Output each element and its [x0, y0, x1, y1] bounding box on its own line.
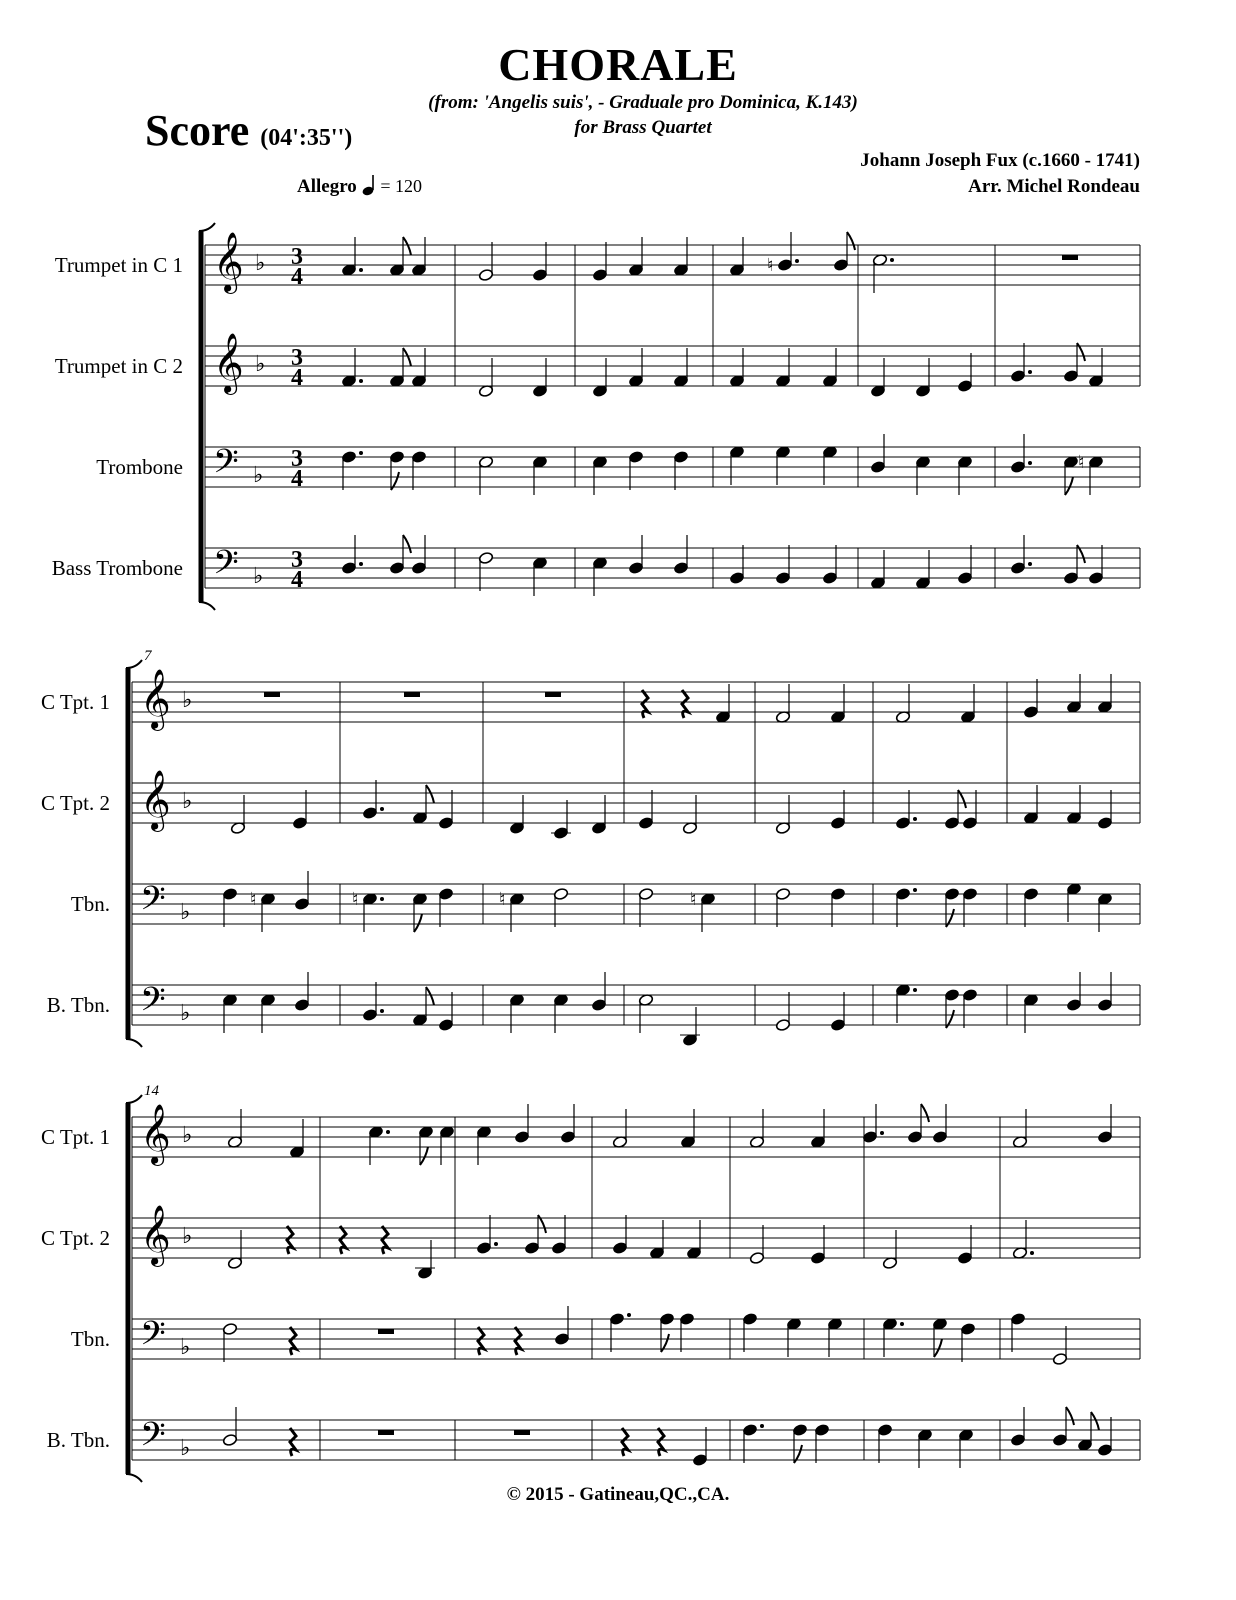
augmentation-dot	[380, 897, 384, 901]
augmentation-dot	[1028, 562, 1032, 566]
notehead	[1097, 998, 1112, 1011]
notehead	[612, 1241, 627, 1254]
notehead	[222, 1433, 237, 1446]
bass-clef-icon: 𝄢	[140, 981, 166, 1027]
staff-2	[41, 1205, 1140, 1280]
notehead	[1052, 1433, 1067, 1446]
bracket-top	[199, 223, 215, 231]
staff-2	[55, 333, 1140, 398]
quarter-rest-icon	[290, 1428, 296, 1456]
bracket-top	[126, 1095, 142, 1103]
eighth-flag	[426, 987, 434, 1005]
notehead	[830, 816, 845, 829]
time-signature-top: 3	[291, 345, 303, 371]
notehead	[638, 887, 653, 900]
flat-icon: ♭	[182, 1123, 193, 1148]
treble-clef-icon: 𝄞	[140, 669, 171, 729]
notehead	[560, 1130, 575, 1143]
flat-icon: ♭	[180, 1001, 191, 1026]
notehead	[222, 1322, 237, 1335]
augmentation-dot	[913, 817, 917, 821]
flat-icon: ♭	[255, 251, 266, 276]
natural-icon: ♮	[690, 889, 697, 910]
time-signature-bottom: 4	[291, 365, 303, 391]
notehead	[609, 1312, 624, 1325]
augmentation-dot	[627, 1313, 631, 1317]
whole-rest-icon	[378, 1430, 394, 1435]
flat-icon: ♭	[180, 1335, 191, 1360]
whole-rest-icon	[378, 1329, 394, 1334]
whole-rest-icon	[404, 692, 420, 697]
treble-clef-icon: 𝄞	[140, 1104, 171, 1164]
treble-clef-icon: 𝄞	[140, 1205, 171, 1265]
notehead	[411, 561, 426, 574]
augmentation-dot	[359, 451, 363, 455]
instrument-name: Bass Trombone	[51, 556, 183, 580]
natural-icon: ♮	[352, 889, 359, 910]
system-3	[41, 1083, 1140, 1482]
notehead	[1010, 1433, 1025, 1446]
flat-icon: ♭	[182, 1224, 193, 1249]
flat-icon: ♭	[180, 900, 191, 925]
notehead	[895, 887, 910, 900]
bass-clef-icon: 𝄢	[140, 1416, 166, 1462]
augmentation-dot	[359, 268, 363, 272]
score-label-text: Score	[145, 106, 250, 155]
quarter-rest-icon	[478, 1327, 484, 1355]
bass-clef-icon: 𝄢	[140, 1315, 166, 1361]
notehead	[411, 450, 426, 463]
score-title: CHORALE	[498, 39, 738, 90]
time-signature-top: 3	[291, 446, 303, 472]
instrument-name: B. Tbn.	[46, 993, 110, 1017]
bass-clef-icon: 𝄢	[140, 880, 166, 926]
system-2	[41, 648, 1140, 1047]
arranger: Arr. Michel Rondeau	[968, 176, 1140, 197]
notehead	[1010, 1312, 1025, 1325]
notehead	[833, 258, 848, 271]
notehead	[830, 887, 845, 900]
time-signature-top: 3	[291, 547, 303, 573]
augmentation-dot	[795, 259, 799, 263]
augmentation-dot	[1028, 370, 1032, 374]
notehead	[628, 450, 643, 463]
copyright: © 2015 - Gatineau,QC.,CA.	[506, 1484, 730, 1505]
notehead	[1010, 369, 1025, 382]
notehead	[478, 268, 493, 281]
notehead	[638, 816, 653, 829]
notehead	[877, 1423, 892, 1436]
notehead	[775, 1018, 790, 1031]
notehead	[957, 1251, 972, 1264]
augmentation-dot	[880, 1131, 884, 1135]
quarter-rest-icon	[658, 1428, 664, 1456]
notehead	[362, 1008, 377, 1021]
natural-icon: ♮	[767, 255, 774, 276]
augmentation-dot	[494, 1242, 498, 1246]
instrument-name: C Tpt. 1	[40, 690, 110, 714]
quarter-rest-icon	[622, 1428, 628, 1456]
staff-1	[41, 1104, 1140, 1166]
notehead	[514, 1130, 529, 1143]
eighth-flag	[847, 232, 855, 250]
notehead	[389, 561, 404, 574]
staff-1	[55, 232, 1140, 294]
notehead	[870, 460, 885, 473]
notehead	[659, 1312, 674, 1325]
score-subtitle-ensemble: for Brass Quartet	[574, 117, 712, 138]
notehead	[895, 816, 910, 829]
natural-icon: ♮	[499, 889, 506, 910]
staff-4	[47, 972, 1140, 1047]
staff-1	[41, 669, 1140, 731]
measure-number: 7	[144, 648, 152, 664]
composer: Johann Joseph Fux (c.1660 - 1741)	[860, 150, 1140, 171]
instrument-name: Trombone	[96, 455, 183, 479]
quarter-rest-icon	[340, 1226, 346, 1254]
notehead	[960, 1322, 975, 1335]
tempo-text: Allegro	[297, 176, 357, 197]
eighth-flag	[414, 914, 422, 932]
instrument-name: B. Tbn.	[46, 1428, 110, 1452]
notehead	[554, 1332, 569, 1345]
flat-icon: ♭	[180, 1436, 191, 1461]
eighth-flag	[1065, 477, 1073, 495]
instrument-name: C Tpt. 1	[40, 1125, 110, 1149]
notehead	[341, 450, 356, 463]
eighth-flag	[934, 1339, 942, 1357]
notehead	[777, 258, 792, 271]
notehead	[628, 561, 643, 574]
notehead	[1097, 816, 1112, 829]
augmentation-dot	[913, 888, 917, 892]
notehead	[1097, 1130, 1112, 1143]
bass-clef-icon: 𝄢	[213, 443, 239, 489]
notehead	[341, 561, 356, 574]
notehead	[944, 816, 959, 829]
augmentation-dot	[760, 1424, 764, 1428]
treble-clef-icon: 𝄞	[140, 770, 171, 830]
notehead	[742, 1312, 757, 1325]
staff-3	[71, 1306, 1140, 1366]
notehead	[692, 1453, 707, 1466]
system-1	[52, 223, 1140, 610]
bracket-bottom	[199, 602, 215, 610]
natural-icon: ♮	[250, 889, 257, 910]
staff-3	[71, 871, 1140, 932]
notehead	[775, 571, 790, 584]
notehead	[1063, 571, 1078, 584]
notehead	[478, 551, 493, 564]
notehead	[944, 988, 959, 1001]
augmentation-dot	[900, 1322, 904, 1326]
notehead	[1097, 1443, 1112, 1456]
quarter-rest-icon	[287, 1226, 293, 1254]
notehead	[1066, 998, 1081, 1011]
notehead	[553, 887, 568, 900]
notehead	[962, 887, 977, 900]
notehead	[749, 1251, 764, 1264]
augmentation-dot	[913, 988, 917, 992]
flat-icon: ♭	[253, 564, 264, 589]
augmentation-dot	[380, 807, 384, 811]
notehead	[438, 1018, 453, 1031]
treble-clef-icon: 𝄞	[213, 232, 244, 292]
staff-3	[96, 434, 1140, 495]
notehead	[294, 897, 309, 910]
whole-rest-icon	[1062, 255, 1078, 260]
notehead	[944, 887, 959, 900]
duration: (04':35'')	[260, 125, 353, 151]
notehead	[1052, 1352, 1067, 1365]
notehead	[1023, 705, 1038, 718]
eighth-flag	[1066, 1407, 1074, 1425]
flat-icon: ♭	[255, 352, 266, 377]
instrument-name: Tbn.	[70, 1327, 110, 1351]
eighth-flag	[403, 237, 411, 255]
notehead	[775, 887, 790, 900]
instrument-name: Trumpet in C 2	[54, 354, 183, 378]
augmentation-dot	[890, 258, 894, 262]
staff-4	[52, 535, 1140, 596]
notehead	[553, 826, 568, 839]
notehead	[814, 1423, 829, 1436]
quarter-rest-icon	[642, 690, 648, 718]
staff-4	[47, 1407, 1140, 1468]
notehead	[957, 571, 972, 584]
tempo-bpm: = 120	[380, 176, 422, 196]
whole-rest-icon	[264, 692, 280, 697]
notehead	[673, 450, 688, 463]
notehead	[292, 816, 307, 829]
time-signature-top: 3	[291, 244, 303, 270]
whole-rest-icon	[514, 1430, 530, 1435]
notehead	[222, 887, 237, 900]
notehead	[532, 268, 547, 281]
notehead	[524, 1241, 539, 1254]
bracket-bottom	[126, 1474, 142, 1482]
notehead	[907, 1130, 922, 1143]
notehead	[476, 1241, 491, 1254]
eighth-flag	[403, 535, 411, 553]
measure-number: 14	[144, 1083, 159, 1099]
eighth-flag	[1091, 1412, 1099, 1430]
eighth-flag	[403, 348, 411, 366]
instrument-name: C Tpt. 2	[40, 791, 110, 815]
notehead	[957, 379, 972, 392]
eighth-flag	[420, 1147, 428, 1165]
treble-clef-icon: 𝄞	[213, 333, 244, 393]
notehead	[592, 268, 607, 281]
notehead	[810, 1251, 825, 1264]
notehead	[862, 1130, 877, 1143]
notehead	[673, 561, 688, 574]
quarter-rest-icon	[682, 690, 688, 718]
staff-2	[41, 770, 1140, 840]
notehead	[932, 1130, 947, 1143]
flat-icon: ♭	[253, 463, 264, 488]
notehead	[742, 1423, 757, 1436]
augmentation-dot	[1028, 461, 1032, 465]
augmentation-dot	[359, 562, 363, 566]
notehead	[438, 887, 453, 900]
notehead	[962, 816, 977, 829]
quarter-rest-icon	[382, 1226, 388, 1254]
notehead	[822, 571, 837, 584]
notehead	[294, 998, 309, 1011]
flat-icon: ♭	[182, 688, 193, 713]
natural-icon: ♮	[1078, 452, 1085, 473]
score-subtitle: (from: 'Angelis suis', - Graduale pro Dominica, K.143)	[428, 92, 858, 113]
bracket-top	[126, 660, 142, 668]
notehead	[1063, 369, 1078, 382]
time-signature-bottom: 4	[291, 466, 303, 492]
augmentation-dot	[386, 1130, 390, 1134]
notehead	[792, 1423, 807, 1436]
instrument-name: C Tpt. 2	[40, 1226, 110, 1250]
notehead	[362, 806, 377, 819]
notehead	[1010, 561, 1025, 574]
notehead	[389, 450, 404, 463]
whole-rest-icon	[545, 692, 561, 697]
notehead	[438, 816, 453, 829]
notehead	[679, 1312, 694, 1325]
time-signature-bottom: 4	[291, 567, 303, 593]
time-signature-bottom: 4	[291, 264, 303, 290]
quarter-rest-icon	[290, 1327, 296, 1355]
notehead	[551, 1241, 566, 1254]
augmentation-dot	[380, 1009, 384, 1013]
eighth-flag	[921, 1104, 929, 1122]
augmentation-dot	[359, 379, 363, 383]
instrument-name: Tbn.	[70, 892, 110, 916]
notehead	[729, 571, 744, 584]
instrument-name: Trumpet in C 1	[54, 253, 183, 277]
augmentation-dot	[1030, 1251, 1034, 1255]
notehead	[1010, 460, 1025, 473]
quarter-rest-icon	[515, 1327, 521, 1355]
notehead	[1088, 571, 1103, 584]
notehead	[962, 988, 977, 1001]
bass-clef-icon: 𝄢	[213, 544, 239, 590]
notehead	[591, 998, 606, 1011]
bracket-bottom	[126, 1039, 142, 1047]
notehead	[830, 1018, 845, 1031]
eighth-flag	[426, 785, 434, 803]
notehead	[1023, 887, 1038, 900]
flat-icon: ♭	[182, 789, 193, 814]
